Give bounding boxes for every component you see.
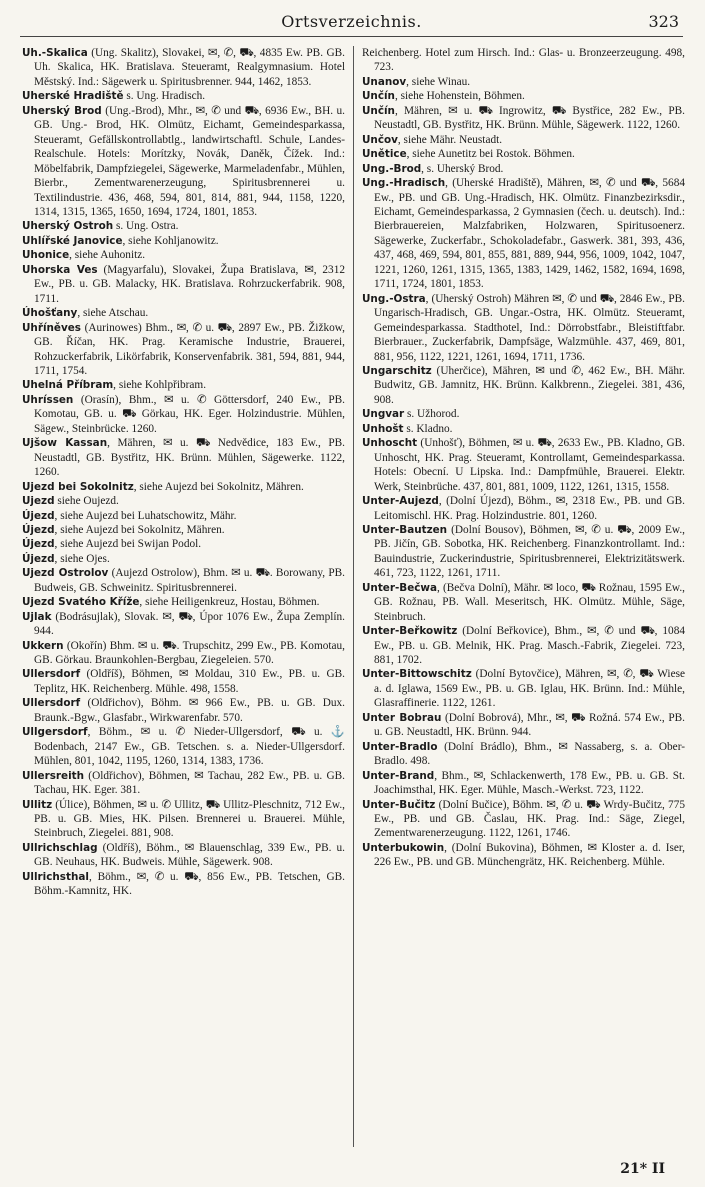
entry-headword: Unter-Brand bbox=[362, 769, 435, 782]
entry-text: Reichenberg. Hotel zum Hirsch. Ind.: Glas- u. Bronzeerzeugung. 498, 723. bbox=[362, 47, 685, 74]
directory-entry bbox=[362, 422, 685, 436]
directory-entry bbox=[22, 104, 345, 220]
directory-entry bbox=[362, 292, 685, 364]
directory-entry bbox=[22, 321, 345, 379]
directory-entry bbox=[22, 552, 345, 566]
page-header bbox=[20, 10, 683, 37]
right-column bbox=[362, 46, 685, 1147]
entry-headword: Ung.-Ostra bbox=[362, 292, 426, 305]
entry-headword: Uhorska Ves bbox=[22, 263, 98, 276]
entry-text: (Aurinowes) Bhm., ✉, ✆ u. ⛟, 2897 Ew., PB. Žižkow, GB. Říčan, HK. Prag. Keramische Industrie, Brauerei, Rohzuckerfabrik, Likörfabrik, Konservenfabrik. 381, 594, 881, 944, 1711, 1754. bbox=[34, 321, 345, 377]
entry-headword: Unter-Bučitz bbox=[362, 798, 436, 811]
directory-entry bbox=[22, 46, 345, 89]
entry-headword: Uhríssen bbox=[22, 393, 74, 406]
entry-headword: Ungarschitz bbox=[362, 364, 432, 377]
entry-text: siehe Oujezd. bbox=[54, 495, 119, 508]
entry-headword: Unčov bbox=[362, 133, 398, 146]
entry-text: (Dolní Brádlo), Bhm., ✉ Nassaberg, s. a. Ober-Bradlo. 498. bbox=[374, 740, 685, 768]
entry-text: s. Ung. Ostra. bbox=[113, 220, 179, 233]
entry-headword: Újezd bbox=[22, 538, 55, 551]
text-columns bbox=[22, 46, 685, 1147]
entry-text: , siehe Kohlpřibram. bbox=[113, 379, 207, 392]
entry-text: , Mähren, ✉ u. ⛟ Nedvědice, 183 Ew., PB. Neustadtl, GB. Bystřitz, HK. Brünn. Mühlen, Sägewerke. 1122, 1260. bbox=[34, 437, 345, 479]
entry-headword: Ujezd bei Sokolnitz bbox=[22, 480, 134, 493]
directory-entry bbox=[362, 436, 685, 494]
directory-entry bbox=[22, 696, 345, 725]
directory-entry bbox=[22, 263, 345, 306]
directory-entry bbox=[362, 147, 685, 161]
entry-text: , s. Uherský Brod. bbox=[421, 162, 504, 175]
directory-entry bbox=[22, 378, 345, 392]
entry-text: (Dolní Bučice), Böhm. ✉, ✆ u. ⛟ Wrdy-Bučitz, 775 Ew., PB. und GB. Časlau, HK. Prag. Ind.: Säge, Ziegel, Zementwarenerzeugung. 1122, 1261, 1746. bbox=[374, 798, 685, 840]
entry-text: (Uherčice), Mähren, ✉ und ✆, 462 Ew., BH. Mähr. Budwitz, GB. Jamnitz, HK. Brünn. Kalkbrenn., Ziegelei. 381, 436, 908. bbox=[374, 364, 685, 406]
directory-entry bbox=[22, 234, 345, 248]
entry-headword: Unter Bobrau bbox=[362, 711, 442, 724]
entry-headword: Ujezd Svatého Kříže bbox=[22, 596, 140, 609]
page-title: Ortsverzeichnis. bbox=[281, 12, 422, 31]
entry-headword: Unter-Bečwa bbox=[362, 581, 438, 594]
entry-text: , (Uherské Hradiště), Mähren, ✉, ✆ und ⛟, 5684 Ew., PB. und GB. Ung.-Hradisch, HK. Olmütz. Finanzbezirksdir., Eichamt, Gemeindesparkassa, 2 Gymnasien (čech. u. deutsch). Ind.: Bierbrauereien, Malzfabriken, Holzwaren, Spiritusoenerz. Sägewerke, Zuckerfabr., Schokoladefabr., Gaswerk. 381, 393, 436, 437, 468, 469, 594, 801, 855, 881, 889, 944, 956, 1009, 1042, 1047, 1221, 1260, 1261, 1315, 1365, 1383, 1429, 1462, 1582, 1694, 1698, 1711, 1724, 1801, 1853. bbox=[374, 177, 685, 291]
entry-text: s. Ung. Hradisch. bbox=[123, 90, 206, 103]
entry-headword: Unter-Beřkowitz bbox=[362, 625, 458, 638]
directory-entry bbox=[22, 494, 345, 508]
entry-text: (Bodrásujlak), Slovak. ✉, ⛟, Úpor 1076 Ew., Župa Zemplín. 944. bbox=[34, 610, 345, 638]
entry-headword: Uhelná Příbram bbox=[22, 379, 114, 392]
entry-text: , siehe Kohljanowitz. bbox=[122, 234, 219, 247]
entry-text: , (Dolní Újezd), Böhm., ✉, 2318 Ew., PB. und GB. Leitomischl. HK. Prag. Holzindustrie. 801, 1260. bbox=[374, 495, 685, 522]
directory-entry bbox=[362, 798, 685, 841]
directory-entry bbox=[22, 566, 345, 595]
entry-headword: Ullersdorf bbox=[22, 668, 81, 681]
directory-entry bbox=[22, 509, 345, 523]
directory-entry bbox=[22, 769, 345, 798]
entry-headword: Unčín bbox=[362, 104, 395, 117]
directory-entry bbox=[362, 133, 685, 147]
entry-text: , siehe Mähr. Neustadt. bbox=[397, 133, 503, 146]
entry-text: , (Uherský Ostroh) Mähren ✉, ✆ und ⛟, 2846 Ew., PB. Ungarisch-Hradisch, GB. Ungar.-Ostra, HK. Olmütz. Steueramt, Gemeindesparkassa. Stadthotel, Ind.: Dörrobstfabr., Bleistiftfabr. Bierbrauer., Zuckerfabrik, Dampfsäge, Walzmühle. 437, 469, 801, 881, 956, 1122, 1221, 1261, 1694, 1711, 1736. bbox=[374, 292, 685, 363]
directory-entry bbox=[362, 407, 685, 421]
entry-headword: Ukkern bbox=[22, 639, 64, 652]
directory-entry bbox=[22, 639, 345, 668]
entry-text: , Mähren, ✉ u. ⛟ Ingrowitz, ⛟ Bystřice, 282 Ew., PB. Neustadtl, GB. Bystřitz, HK. Brünn. Mühle, Sägewerk. 1122, 1260. bbox=[374, 104, 685, 132]
entry-text: , Böhm., ✉ u. ✆ Nieder-Ullgersdorf, ⛟ u. ⚓ Bodenbach, 2147 Ew., GB. Tetschen. s. a. Nieder-Ullgersdorf. Mühlen, 801, 1042, 1195, 1260, 1314, 1383, 1736. bbox=[34, 726, 345, 768]
entry-headword: Unterbukowin bbox=[362, 841, 445, 854]
directory-entry bbox=[362, 769, 685, 798]
entry-text: , siehe Atschau. bbox=[77, 307, 149, 320]
directory-entry bbox=[362, 46, 685, 75]
directory-entry bbox=[22, 393, 345, 436]
entry-headword: Ungvar bbox=[362, 408, 405, 421]
entry-headword: Ujlak bbox=[22, 610, 52, 623]
entry-headword: Újezd bbox=[22, 552, 55, 565]
directory-entry bbox=[362, 624, 685, 667]
entry-text: (Magyarfalu), Slovakei, Župa Bratislava, ✉, 2312 Ew., PB. u. GB. Malacky, HK. Bratislava. Rohrzuckerfabrik. 908, 1711. bbox=[34, 263, 345, 305]
directory-entry bbox=[362, 364, 685, 407]
entry-text: (Oldřichov), Böhmen, ✉ Tachau, 282 Ew., PB. u. GB. Tachau, HK. Eger. 381. bbox=[34, 769, 345, 797]
entry-text: , siehe Ojes. bbox=[54, 552, 110, 565]
entry-text: , Bhm., ✉, Schlackenwerth, 178 Ew., PB. u. GB. St. Joachimsthal, HK. Eger. Mühle, Masch.-Werkst. 723, 1122. bbox=[374, 769, 685, 797]
directory-entry bbox=[362, 176, 685, 292]
entry-text: , siehe Aujezd bei Sokolnitz, Mähren. bbox=[54, 523, 225, 536]
directory-entry bbox=[22, 798, 345, 841]
directory-entry bbox=[22, 480, 345, 494]
entry-text: , (Bečva Dolní), Mähr. ✉ loco, ⛟ Rožnau, 1595 Ew., GB. Rožnau, PB. Wall. Meseritsch, HK. Olmütz. Mühle, Säge, Steinbruch. bbox=[374, 581, 685, 623]
entry-text: , siehe Auhonitz. bbox=[69, 249, 146, 262]
entry-text: , Böhm., ✉, ✆ u. ⛟, 856 Ew., PB. Tetschen, GB. Böhm.-Kamnitz, HK. bbox=[34, 870, 345, 898]
directory-entry bbox=[362, 104, 685, 133]
entry-text: , siehe Winau. bbox=[406, 75, 471, 88]
directory-entry bbox=[362, 667, 685, 710]
entry-headword: Unhoscht bbox=[362, 437, 418, 450]
entry-headword: Uherské Hradiště bbox=[22, 90, 124, 103]
directory-entry bbox=[362, 494, 685, 523]
directory-entry bbox=[362, 711, 685, 740]
entry-text: (Dolní Beřkovice), Bhm., ✉, ✆ und ⛟, 1084 Ew., PB. u. GB. Melnik, HK. Prag. Masch.-Fabrik, Ziegelei. 723, 881, 1702. bbox=[374, 625, 685, 667]
entry-headword: Ung.-Brod bbox=[362, 162, 422, 175]
entry-headword: Uhonice bbox=[22, 249, 70, 262]
column-divider bbox=[353, 46, 354, 1147]
entry-text: (Dolní Bousov), Böhmen, ✉, ✆ u. ⛟, 2009 Ew., PB. Jičín, GB. Sobotka, HK. Reichenberg. Finanzkontrollamt. Ind.: Bauindustrie, Zuckerindustrie, Spiritusbrennerei, Elektrizitätswerk. 461, 723, 1122, 1261, 1711. bbox=[374, 523, 685, 580]
entry-text: (Dolní Bytovčice), Mähren, ✉, ✆, ⛟ Wiese a. d. Iglawa, 1569 Ew., PB. u. GB. Iglau, HK. Brünn. Ind.: Mühle, Glasraffinerie. 1122, 1261. bbox=[374, 668, 685, 710]
entry-headword: Ullgersdorf bbox=[22, 726, 88, 739]
entry-headword: Uherský Ostroh bbox=[22, 220, 114, 233]
directory-entry bbox=[22, 219, 345, 233]
entry-headword: Uh.-Skalica bbox=[22, 47, 88, 59]
page-number: 323 bbox=[648, 12, 679, 31]
directory-entry bbox=[22, 537, 345, 551]
entry-headword: Ullersdorf bbox=[22, 697, 81, 710]
entry-headword: Ullitz bbox=[22, 798, 53, 811]
entry-headword: Úhošťany bbox=[22, 307, 78, 320]
directory-entry bbox=[22, 870, 345, 899]
entry-text: s. Kladno. bbox=[403, 422, 453, 435]
directory-entry bbox=[362, 75, 685, 89]
left-column bbox=[22, 46, 345, 1147]
directory-entry bbox=[22, 595, 345, 609]
entry-text: (Ung.-Brod), Mhr., ✉, ✆ und ⛟, 6936 Ew., BH. u. GB. Ung.- Brod, HK. Olmütz, Eichamt, Gemeindesparkassa, Steueramt, Gefällskontrollabtlg., landwirtschaftl. Schule, Landes-Realschule. Hotels: Morítzky, Novák, Daněk, Čížek. Ind.: Möbelfabrik, Dampfziegelei, Sägewerke, Marmeladenfabr., Mühlen, Bierbr., Zementwarenerzeugung, Spiritusbrennerei u. Textilindustrie. 436, 468, 594, 801, 814, 881, 944, 1158, 1220, 1314, 1315, 1365, 1650, 1694, 1724, 1801, 1853. bbox=[34, 104, 345, 218]
entry-text: (Okořín) Bhm. ✉ u. ⛟. Trupschitz, 299 Ew., PB. Komotau, GB. Görkau. Braunkohlen-Bergbau, Ziegeleien. 570. bbox=[34, 639, 345, 667]
entry-text: , siehe Aunetitz bei Rostok. Böhmen. bbox=[406, 148, 575, 161]
directory-entry bbox=[362, 89, 685, 103]
entry-headword: Ullrichschlag bbox=[22, 841, 98, 854]
directory-entry bbox=[362, 581, 685, 624]
entry-headword: Ujezd bbox=[22, 495, 55, 508]
directory-entry bbox=[22, 248, 345, 262]
entry-text: s. Užhorod. bbox=[404, 408, 460, 421]
directory-entry bbox=[22, 667, 345, 696]
entry-headword: Ullrichsthal bbox=[22, 870, 89, 883]
entry-text: (Orasín), Bhm., ✉ u. ✆ Göttersdorf, 240 Ew., PB. Komotau, GB. u. ⛟ Görkau, HK. Eger. Holzindustrie. Mühlen, Sägew., Steinbrücke. 1260. bbox=[34, 393, 345, 435]
entry-headword: Újezd bbox=[22, 523, 55, 536]
directory-entry bbox=[22, 89, 345, 103]
entry-headword: Ujezd Ostrolov bbox=[22, 567, 109, 580]
directory-entry bbox=[362, 162, 685, 176]
entry-headword: Unter-Bittowschitz bbox=[362, 668, 472, 681]
entry-headword: Uherský Brod bbox=[22, 104, 102, 117]
directory-entry bbox=[22, 436, 345, 479]
entry-headword: Unětice bbox=[362, 148, 407, 161]
directory-entry bbox=[22, 610, 345, 639]
entry-headword: Unhošt bbox=[362, 422, 404, 435]
entry-text: (Oldříš), Böhmen, ✉ Moldau, 310 Ew., PB. u. GB. Teplitz, HK. Reichenberg. Mühle. 498, 1558. bbox=[34, 668, 345, 695]
directory-entry bbox=[22, 523, 345, 537]
entry-headword: Ullersreith bbox=[22, 769, 85, 782]
printer-signature: 21* II bbox=[620, 1161, 665, 1177]
entry-headword: Ung.-Hradisch bbox=[362, 177, 446, 190]
entry-text: (Oldřichov), Böhm. ✉ 966 Ew., PB. u. GB. Dux. Braunk.-Bgw., Glasfabr., Wirkwarenfabr. 570. bbox=[34, 697, 345, 724]
entry-headword: Uhříněves bbox=[22, 321, 81, 334]
entry-headword: Uhlířské Janovice bbox=[22, 234, 123, 247]
entry-text: , siehe Aujezd bei Luhatschowitz, Mähr. bbox=[54, 509, 237, 522]
entry-headword: Unter-Bautzen bbox=[362, 523, 448, 536]
entry-text: (Dolní Bobrová), Mhr., ✉, ⛟ Rožná. 574 Ew., PB. u. GB. Neustadtl, HK. Brünn. 944. bbox=[374, 711, 685, 739]
directory-entry bbox=[362, 740, 685, 769]
entry-text: (Úlice), Böhmen, ✉ u. ✆ Ullitz, ⛟ Ullitz-Pleschnitz, 712 Ew., PB. u. GB. Mies, HK. Pilsen. Brennerei u. Brauerei. Mühle, Steinbruch, Ziegelei. 881, 908. bbox=[34, 798, 345, 840]
entry-headword: Unter-Aujezd bbox=[362, 495, 439, 508]
directory-entry bbox=[362, 841, 685, 870]
entry-text: , siehe Aujezd bei Sokolnitz, Mähren. bbox=[133, 480, 304, 493]
entry-text: , siehe Hohenstein, Böhmen. bbox=[394, 90, 525, 103]
entry-headword: Unter-Bradlo bbox=[362, 740, 438, 753]
entry-text: (Unhošť), Böhmen, ✉ u. ⛟, 2633 Ew., PB. Kladno, GB. Unhoscht, HK. Prag. Steueramt, Kontrollamt, Gemeindesparkassa. Hotels: Obecní. U Lipska. Ind.: Dampfmühle, Brauerei. Elektr. Werk, Steinbrüche. 437, 801, 881, 1009, 1122, 1261, 1315, 1558. bbox=[374, 437, 685, 493]
entry-headword: Unanov bbox=[362, 75, 407, 88]
directory-entry bbox=[22, 306, 345, 320]
directory-entry bbox=[22, 725, 345, 768]
entry-text: , siehe Heiligenkreuz, Hostau, Böhmen. bbox=[139, 596, 320, 609]
entry-text: , siehe Aujezd bei Swijan Podol. bbox=[54, 538, 202, 551]
entry-headword: Unčín bbox=[362, 90, 395, 103]
entry-text: (Aujezd Ostrolow), Bhm. ✉ u. ⛟. Borowany, PB. Budweis, GB. Schweinitz. Spiritusbrennerei. bbox=[34, 567, 345, 594]
entry-text: , (Dolní Bukovina), Böhmen, ✉ Kloster a. d. Iser, 226 Ew., PB. und GB. Münchengrätz, HK. Reichenberg. Mühle. bbox=[374, 841, 685, 869]
entry-headword: Ujšow Kassan bbox=[22, 437, 108, 450]
directory-entry bbox=[22, 841, 345, 870]
entry-text: (Oldříš), Böhm., ✉ Blauenschlag, 339 Ew., PB. u. GB. Neuhaus, HK. Budweis. Mühle, Sägewerk. 908. bbox=[34, 841, 345, 869]
entry-text: (Ung. Skalitz), Slovakei, ✉, ✆, ⛟, 4835 Ew. PB. GB. Uh. Skalica, HK. Bratislava. Steueramt, Realgymnasium. Hotel Městský. Ind.: Sägewerk u. Spiritusbrenner. 944, 1462, 1853. bbox=[34, 47, 345, 88]
entry-headword: Újezd bbox=[22, 509, 55, 522]
directory-entry bbox=[362, 523, 685, 581]
